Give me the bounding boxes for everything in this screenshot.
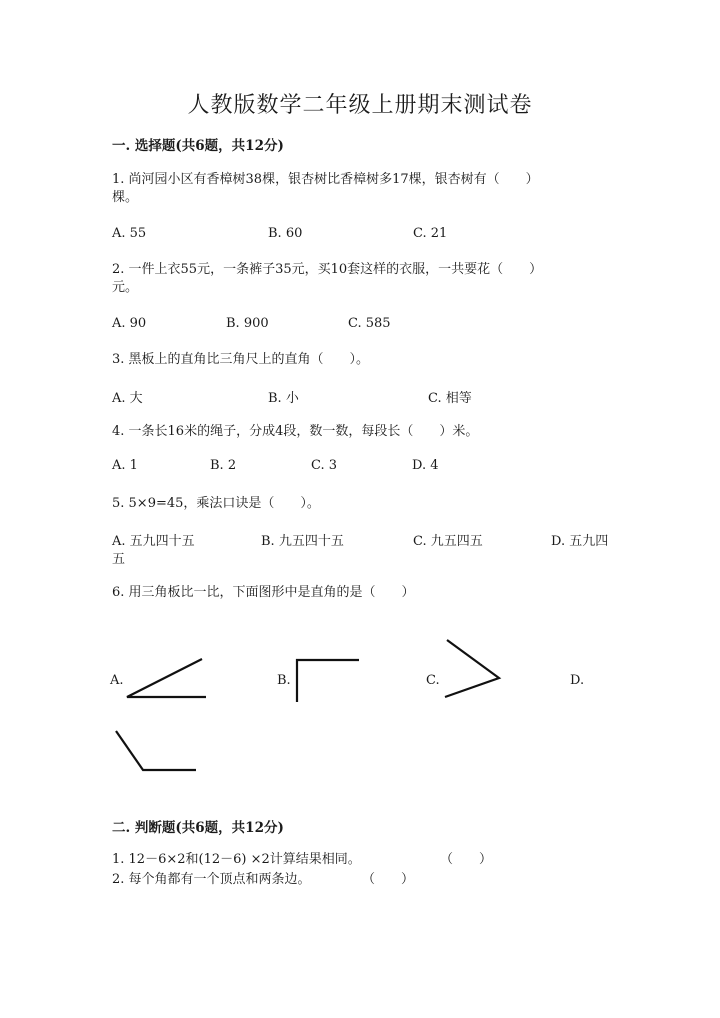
q1-option-a[interactable]: A. 55: [112, 226, 147, 241]
q3-option-a[interactable]: A. 大: [112, 391, 143, 406]
q5-option-d-wrap: 五: [112, 552, 126, 567]
q2-option-b[interactable]: B. 900: [226, 316, 269, 331]
q5-option-a[interactable]: A. 五九四十五: [112, 534, 195, 549]
q6-option-b[interactable]: B.: [277, 673, 291, 688]
q4-option-d[interactable]: D. 4: [412, 458, 439, 473]
q2-option-a[interactable]: A. 90: [112, 316, 147, 331]
angle-b-figure: [297, 660, 359, 702]
q1-option-b[interactable]: B. 60: [268, 226, 303, 241]
judge-2-blank[interactable]: （ ）: [362, 872, 415, 887]
angle-d-figure: [116, 731, 196, 770]
angle-a-figure: [127, 659, 206, 697]
q5-option-c[interactable]: C. 九五四五: [413, 534, 483, 549]
judge-question-2: 2. 每个角都有一个顶点和两条边。: [112, 872, 311, 887]
q4-option-c[interactable]: C. 3: [311, 458, 338, 473]
q4-option-b[interactable]: B. 2: [210, 458, 237, 473]
q5-option-b[interactable]: B. 九五四十五: [261, 534, 344, 549]
q5-option-d[interactable]: D. 五九四: [551, 534, 609, 549]
question-1-line1: 1. 尚河园小区有香樟树38棵，银杏树比香樟树多17棵，银杏树有（ ）: [112, 172, 539, 187]
judge-1-blank[interactable]: （ ）: [440, 852, 493, 867]
question-6: 6. 用三角板比一比，下面图形中是直角的是（ ）: [112, 585, 415, 600]
q3-option-b[interactable]: B. 小: [268, 391, 299, 406]
q6-option-c[interactable]: C.: [426, 673, 440, 688]
q6-option-a[interactable]: A.: [110, 673, 124, 688]
question-1-line2: 棵。: [112, 190, 139, 205]
judge-question-1: 1. 12－6×2和(12－6) ×2计算结果相同。: [112, 852, 361, 867]
question-5: 5. 5×9=45，乘法口诀是（ ）。: [112, 496, 320, 511]
q1-option-c[interactable]: C. 21: [413, 226, 448, 241]
question-4: 4. 一条长16米的绳子，分成4段，数一数，每段长（ ）米。: [112, 424, 479, 439]
page-title: 人教版数学二年级上册期末测试卷: [187, 93, 533, 118]
q6-option-d[interactable]: D.: [570, 673, 585, 688]
q2-option-c[interactable]: C. 585: [348, 316, 391, 331]
q4-option-a[interactable]: A. 1: [112, 458, 138, 473]
question-2-line1: 2. 一件上衣55元，一条裤子35元，买10套这样的衣服，一共要花（ ）: [112, 262, 543, 277]
question-3: 3. 黑板上的直角比三角尺上的直角（ ）。: [112, 352, 370, 367]
section-2-heading: 二. 判断题(共6题，共12分): [112, 820, 284, 836]
section-1-heading: 一. 选择题(共6题，共12分): [112, 138, 284, 154]
q3-option-c[interactable]: C. 相等: [428, 391, 472, 406]
angle-c-figure: [445, 640, 499, 697]
question-2-line2: 元。: [112, 280, 139, 295]
